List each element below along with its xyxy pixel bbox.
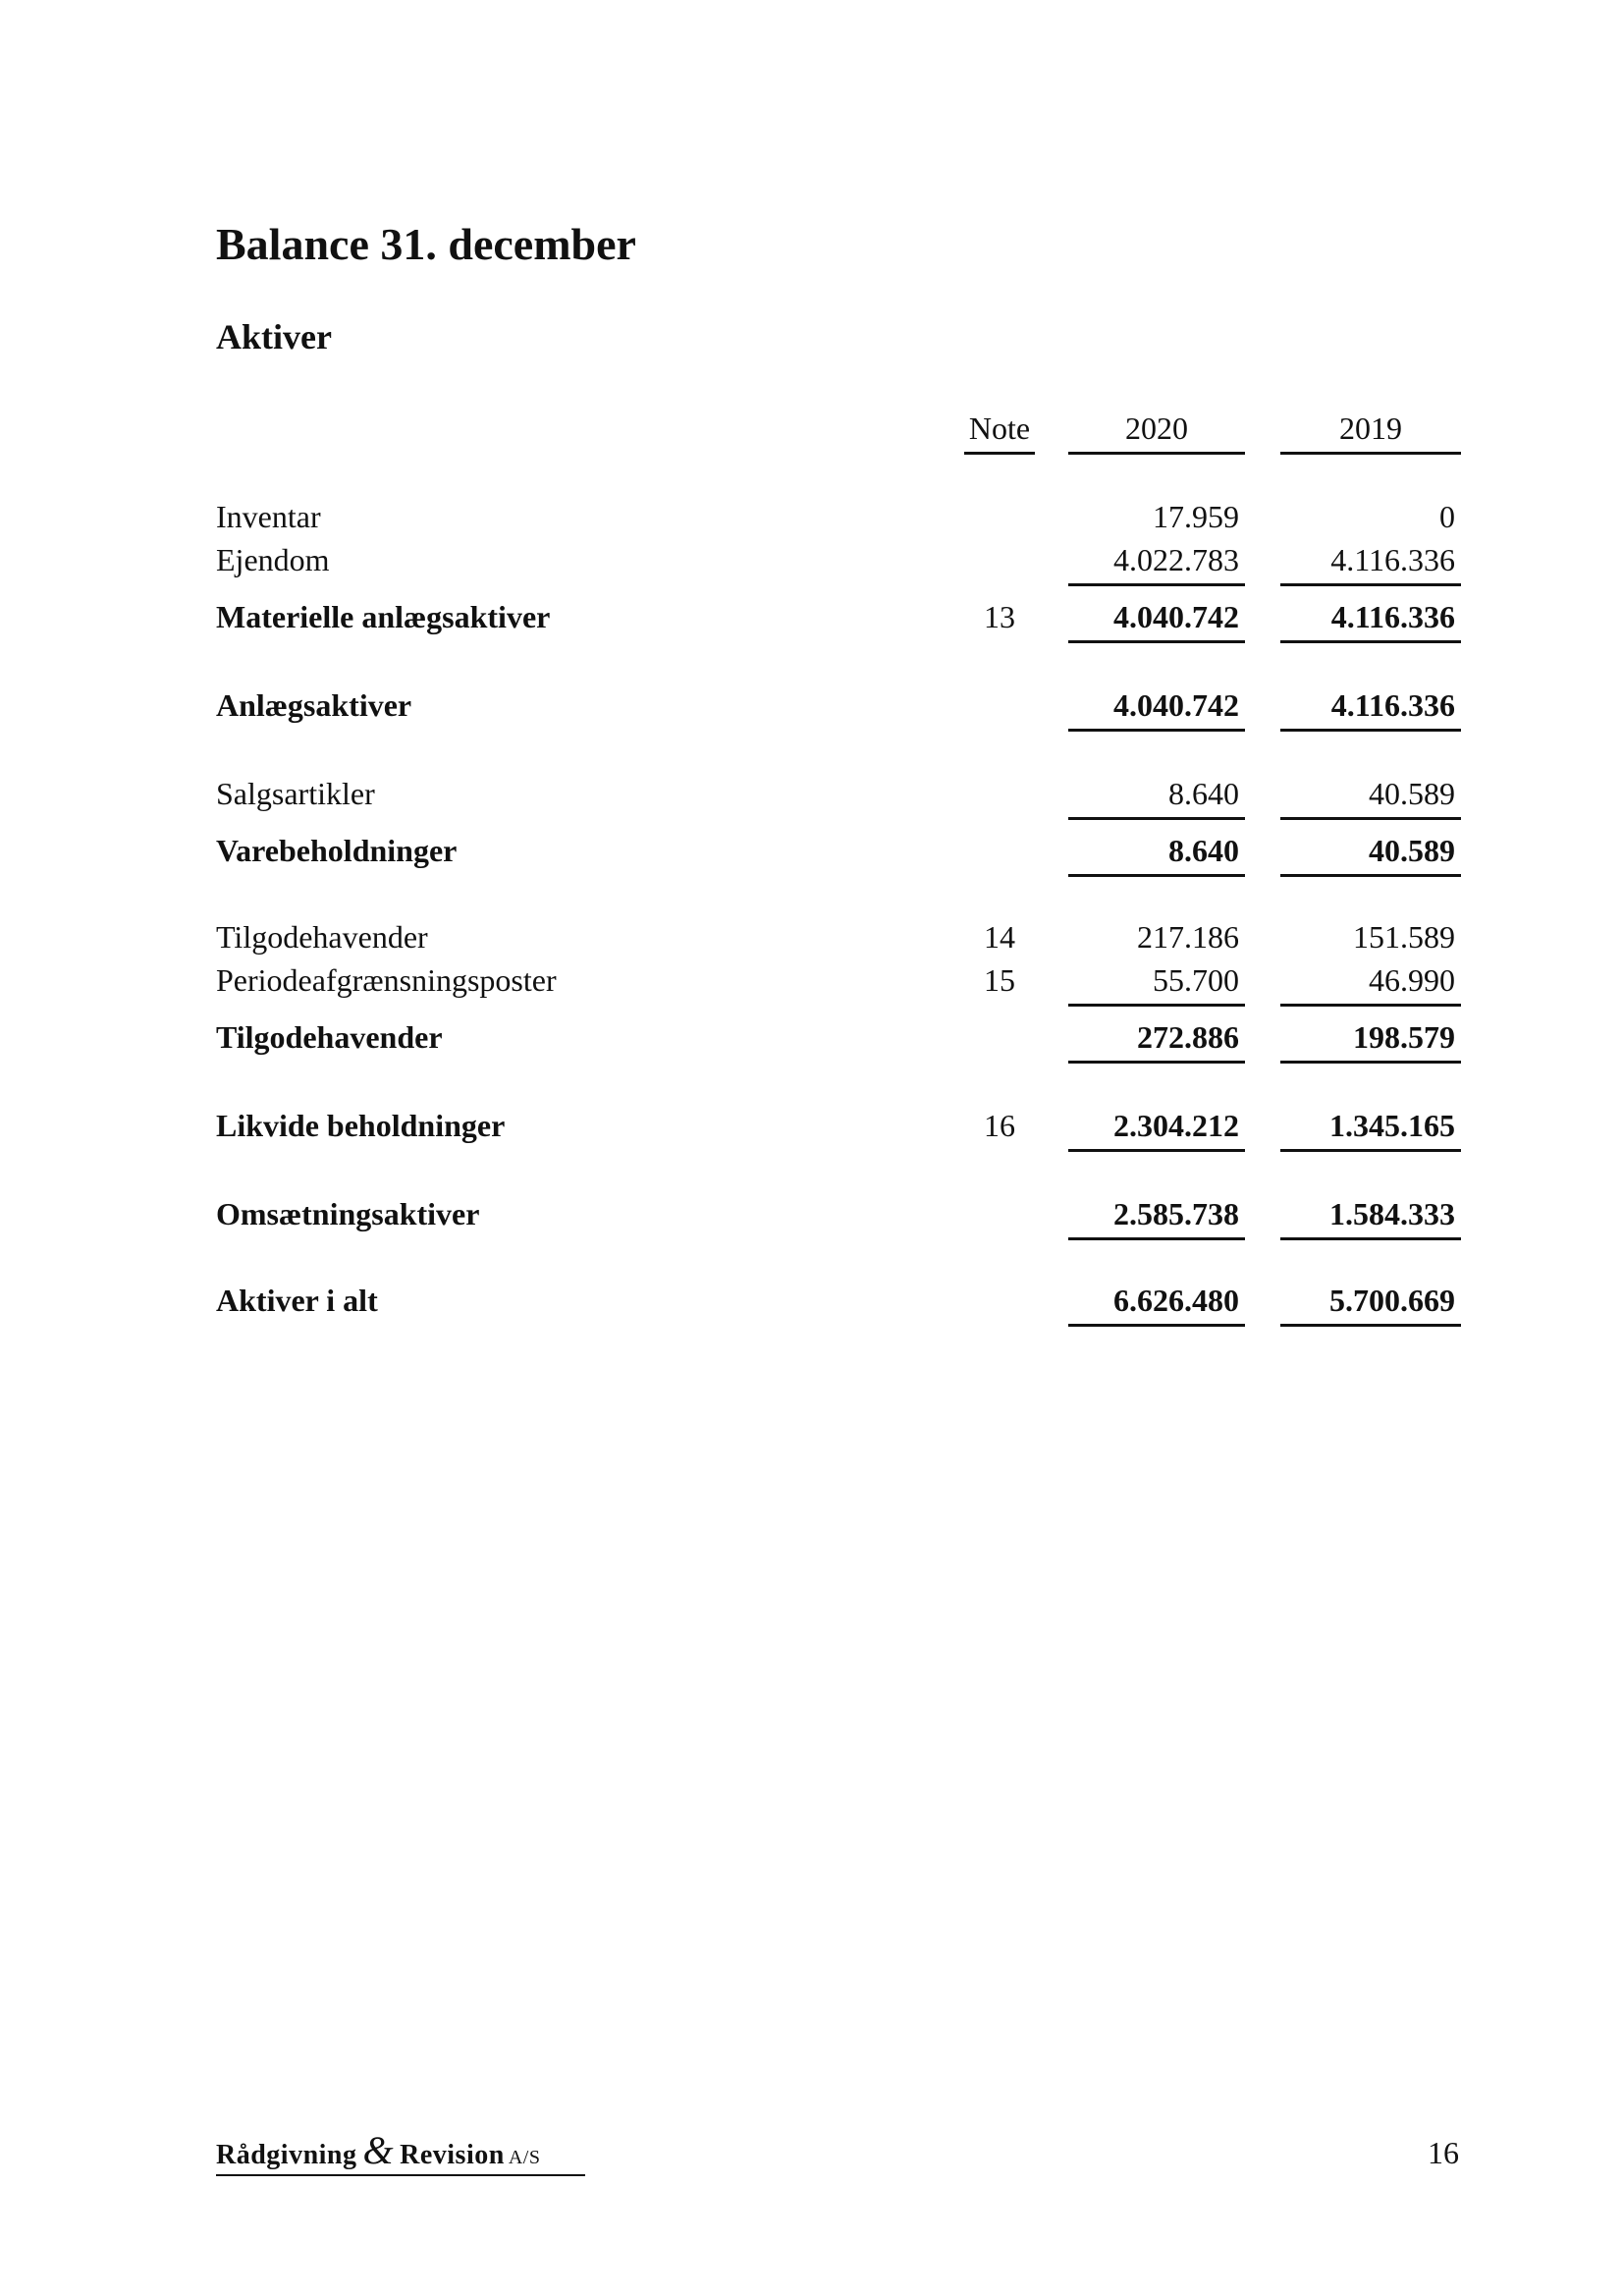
grand-total-rule: [1068, 1324, 1245, 1327]
column-header-note: Note: [968, 410, 1031, 446]
row-value-2019: 46.990: [1369, 962, 1455, 998]
row-value-2020: 6.626.480: [1113, 1283, 1239, 1318]
row-value-2019: 5.700.669: [1329, 1283, 1455, 1318]
total-rule: [1280, 874, 1461, 877]
section-heading: Aktiver: [216, 317, 332, 356]
subtotal-rule: [1068, 583, 1245, 586]
row-value-2019: 4.116.336: [1330, 599, 1455, 634]
column-header-2020: 2020: [1125, 410, 1188, 446]
total-rule: [1068, 729, 1245, 732]
table-row: [0, 540, 1623, 579]
subtotal-rule: [1280, 1004, 1461, 1007]
total-rule: [1280, 729, 1461, 732]
subtotal-rule: [1280, 817, 1461, 820]
total-rule: [1280, 1061, 1461, 1064]
row-label: Aktiver i alt: [216, 1283, 378, 1318]
table-row: [0, 1017, 1623, 1057]
row-label: Materielle anlægsaktiver: [216, 599, 551, 634]
row-value-2020: 4.022.783: [1113, 542, 1239, 577]
column-header-2019: 2019: [1339, 410, 1402, 446]
row-value-2020: 4.040.742: [1113, 599, 1239, 634]
row-value-2019: 151.589: [1353, 919, 1455, 955]
table-row: [0, 774, 1623, 813]
row-label: Anlægsaktiver: [216, 687, 412, 723]
logo-text-part2: Revision: [400, 2140, 505, 2170]
table-row: [0, 1194, 1623, 1233]
total-rule: [1280, 1149, 1461, 1152]
row-value-2020: 2.304.212: [1113, 1108, 1239, 1143]
row-value-2020: 17.959: [1153, 499, 1239, 534]
subtotal-rule: [1068, 1004, 1245, 1007]
row-note: 13: [984, 599, 1015, 634]
subtotal-rule: [1280, 583, 1461, 586]
company-logo: [216, 2128, 541, 2172]
table-row: [0, 831, 1623, 870]
row-value-2019: 40.589: [1369, 776, 1455, 811]
logo-suffix: A/S: [508, 2147, 541, 2168]
logo-text-part1: Rådgivning: [216, 2140, 357, 2170]
row-label: Likvide beholdninger: [216, 1108, 506, 1143]
column-header-rule: [1280, 452, 1461, 455]
row-value-2019: 4.116.336: [1330, 687, 1455, 723]
page-title: Balance 31. december: [216, 219, 636, 269]
total-rule: [1068, 874, 1245, 877]
row-value-2019: 4.116.336: [1330, 542, 1455, 577]
table-row: [0, 1106, 1623, 1145]
subtotal-rule: [1068, 817, 1245, 820]
total-rule: [1280, 640, 1461, 643]
row-label: Inventar: [216, 499, 321, 534]
column-header-rule: [1068, 452, 1245, 455]
row-value-2019: 40.589: [1369, 833, 1455, 868]
total-rule: [1068, 1061, 1245, 1064]
page-number: 16: [1428, 2135, 1459, 2170]
row-value-2020: 217.186: [1137, 919, 1239, 955]
row-value-2020: 8.640: [1168, 776, 1239, 811]
total-rule: [1280, 1237, 1461, 1240]
row-label: Varebeholdninger: [216, 833, 458, 868]
grand-total-rule: [1280, 1324, 1461, 1327]
row-note: 16: [984, 1108, 1015, 1143]
row-label: Periodeafgrænsningsposter: [216, 962, 557, 998]
row-value-2020: 2.585.738: [1113, 1196, 1239, 1231]
table-row: [0, 597, 1623, 636]
row-label: Tilgodehavender: [216, 1019, 443, 1055]
row-value-2020: 272.886: [1137, 1019, 1239, 1055]
total-rule: [1068, 1149, 1245, 1152]
table-row: [0, 497, 1623, 536]
row-value-2020: 55.700: [1153, 962, 1239, 998]
table-row: [0, 960, 1623, 1000]
total-rule: [1068, 640, 1245, 643]
row-value-2020: 8.640: [1168, 833, 1239, 868]
table-row: [0, 1281, 1623, 1320]
total-rule: [1068, 1237, 1245, 1240]
logo-ampersand: &: [362, 2128, 395, 2172]
row-label: Tilgodehavender: [216, 919, 428, 955]
row-value-2019: 1.345.165: [1329, 1108, 1455, 1143]
row-value-2019: 1.584.333: [1329, 1196, 1455, 1231]
column-header-rule: [964, 452, 1035, 455]
row-label: Salgsartikler: [216, 776, 375, 811]
table-row: [0, 917, 1623, 957]
table-row: [0, 685, 1623, 725]
row-note: 14: [984, 919, 1015, 955]
row-label: Omsætningsaktiver: [216, 1196, 480, 1231]
logo-underline: [216, 2174, 585, 2176]
row-value-2019: 0: [1439, 499, 1455, 534]
row-value-2019: 198.579: [1353, 1019, 1455, 1055]
row-label: Ejendom: [216, 542, 330, 577]
row-value-2020: 4.040.742: [1113, 687, 1239, 723]
row-note: 15: [984, 962, 1015, 998]
